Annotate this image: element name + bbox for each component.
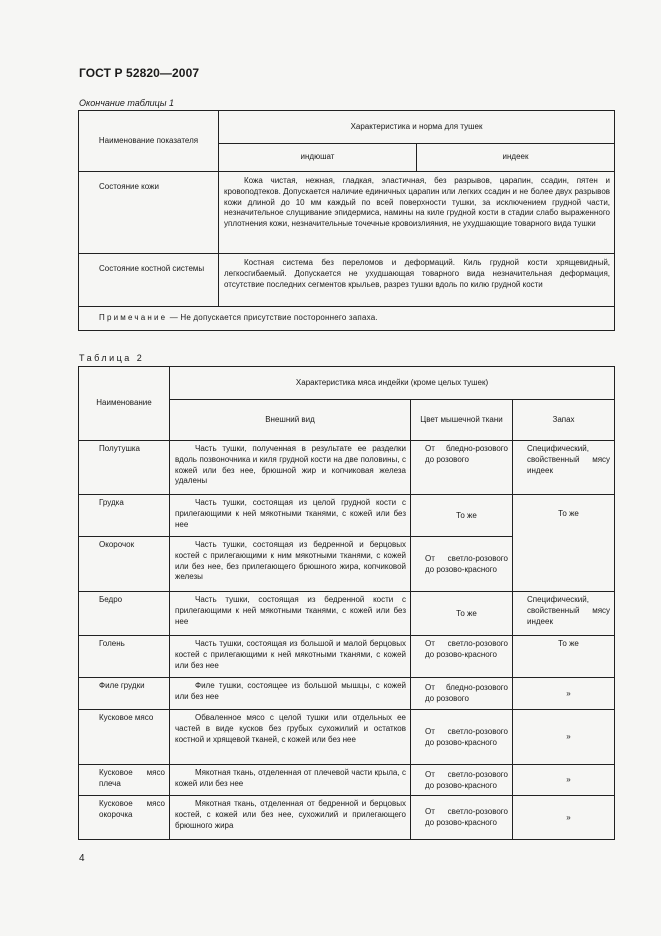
t2-row-desc: Часть тушки, состоящая из целой грудной кости с прилегающими к ней мякотными тканями, с кожей или без нее [170,495,411,537]
t2-row-name: Кусковое мясо [79,710,170,765]
table-1 [78,110,615,331]
t2-row-desc: Мякотная ткань, отделенная от бедренной и берцовых костей, с кожей или без нее, сухожилий и прилегающего брюшного жира [170,796,411,840]
t2-color-cell: То же [411,495,513,537]
t2-smell-cell: То же [513,636,615,678]
t2-color-cell: От бледно-розового до розового [411,678,513,710]
t2-color-cell: От светло-розового до розово-красного [411,796,513,840]
t2-row-desc: Часть тушки, состоящая из бедренной и берцовых костей с прилегающими к ним мякотными тканями, с кожей или без нее, без прилегающего брюшного жира, копчиковой железы [170,537,411,592]
t2-color-cell: От бледно-розового до розового [411,441,513,495]
t1-row-name: Состояние костной системы [79,254,219,307]
table-row [79,254,615,307]
t1-header-group: Характеристика и норма для тушек [219,111,615,144]
t2-row-desc: Часть тушки, состоящая из большой и малой берцовых костей с прилегающими к ней мякотными тканями, с кожей или без нее [170,636,411,678]
t2-smell-cell: То же [513,495,615,592]
t2-header-group: Характеристика мяса индейки (кроме целых тушек) [170,367,615,400]
t2-row-name: Бедро [79,592,170,636]
t2-row-desc: Обваленное мясо с целой тушки или отдельных ее частей в виде кусков без грубых сухожилий и остатков костной и хрящевой тканей, с кожей или без нее [170,710,411,765]
table2-caption: Таблица 2 [79,353,145,363]
document-title: ГОСТ Р 52820—2007 [79,66,200,80]
t1-row-desc: Костная система без переломов и деформаций. Киль грудной кости хрящевидный, легкосгибаемый. Допускается не ухудшающая товарного вида незначительная деформация, отсутствие последних сегментов крыльев, разрез тушки вдоль по килю грудной кости [219,254,615,307]
t2-row-name: Полутушка [79,441,170,495]
t2-row-name: Кусковое мясо плеча [79,765,170,796]
t2-row-desc: Мякотная ткань, отделенная от плечевой части крыла, с кожей или без нее [170,765,411,796]
t2-color-cell: От светло-розового до розово-красного [411,765,513,796]
table-2 [78,366,615,840]
t2-smell-cell: Специфический, свойственный мясу индеек [513,441,615,495]
t2-row-name: Кусковое мясо окорочка [79,796,170,840]
t2-header-look: Внешний вид [170,400,411,441]
page-number: 4 [79,853,85,864]
t2-color-cell: От светло-розового до розово-красного [411,710,513,765]
t2-color-cell: От светло-розового до розово-красного [411,537,513,592]
t2-smell-cell: » [513,678,615,710]
t2-color-cell: То же [411,592,513,636]
table1-caption: Окончание таблицы 1 [79,98,174,108]
t2-row-name: Окорочок [79,537,170,592]
note-text: — Не допускается присутствие постороннего запаха. [169,313,378,322]
t1-header-sub1: индюшат [219,144,417,172]
t2-row-name: Голень [79,636,170,678]
t2-row-name: Грудка [79,495,170,537]
note-label: Примечание [99,313,168,322]
t2-smell-cell: » [513,710,615,765]
t2-row-desc: Филе тушки, состоящее из большой мышцы, с кожей или без нее [170,678,411,710]
t2-row-desc: Часть тушки, полученная в результате ее разделки вдоль позвоночника и киля грудной кости на две половины, с кожей или без нее, брюшной жир и копчиковая железа удалены [170,441,411,495]
t2-smell-cell: » [513,765,615,796]
table-row [79,172,615,254]
t1-row-name: Состояние кожи [79,172,219,254]
t2-header-name: Наименование [79,367,170,441]
t2-row-name: Филе грудки [79,678,170,710]
t1-note [79,307,615,331]
t2-header-smell: Запах [513,400,615,441]
t1-row-desc: Кожа чистая, нежная, гладкая, эластичная, без разрывов, царапин, ссадин, пятен и кровоподтеков. Допускается наличие единичных царапин или легких ссадин и не более двух разрывов кожи длиной до 10 мм каждый по всей поверхности тушки, за исключением грудной части, незначительное слущивание эпидермиса, намины на киле грудной кости в стадии слабо выраженного уплотнения кожи, незначительные точечные кровоизлияния, не ухудшающие товарного вида тушки [219,172,615,254]
t1-header-sub2: индеек [417,144,615,172]
t2-header-color: Цвет мышечной ткани [411,400,513,441]
t2-smell-cell: » [513,796,615,840]
t1-header-name: Наименование показателя [79,111,219,172]
t2-row-desc: Часть тушки, состоящая из бедренной кости с прилегающими к ней мякотными тканями, с кожей или без нее [170,592,411,636]
t2-color-cell: От светло-розового до розово-красного [411,636,513,678]
t2-smell-cell: Специфический, свойственный мясу индеек [513,592,615,636]
